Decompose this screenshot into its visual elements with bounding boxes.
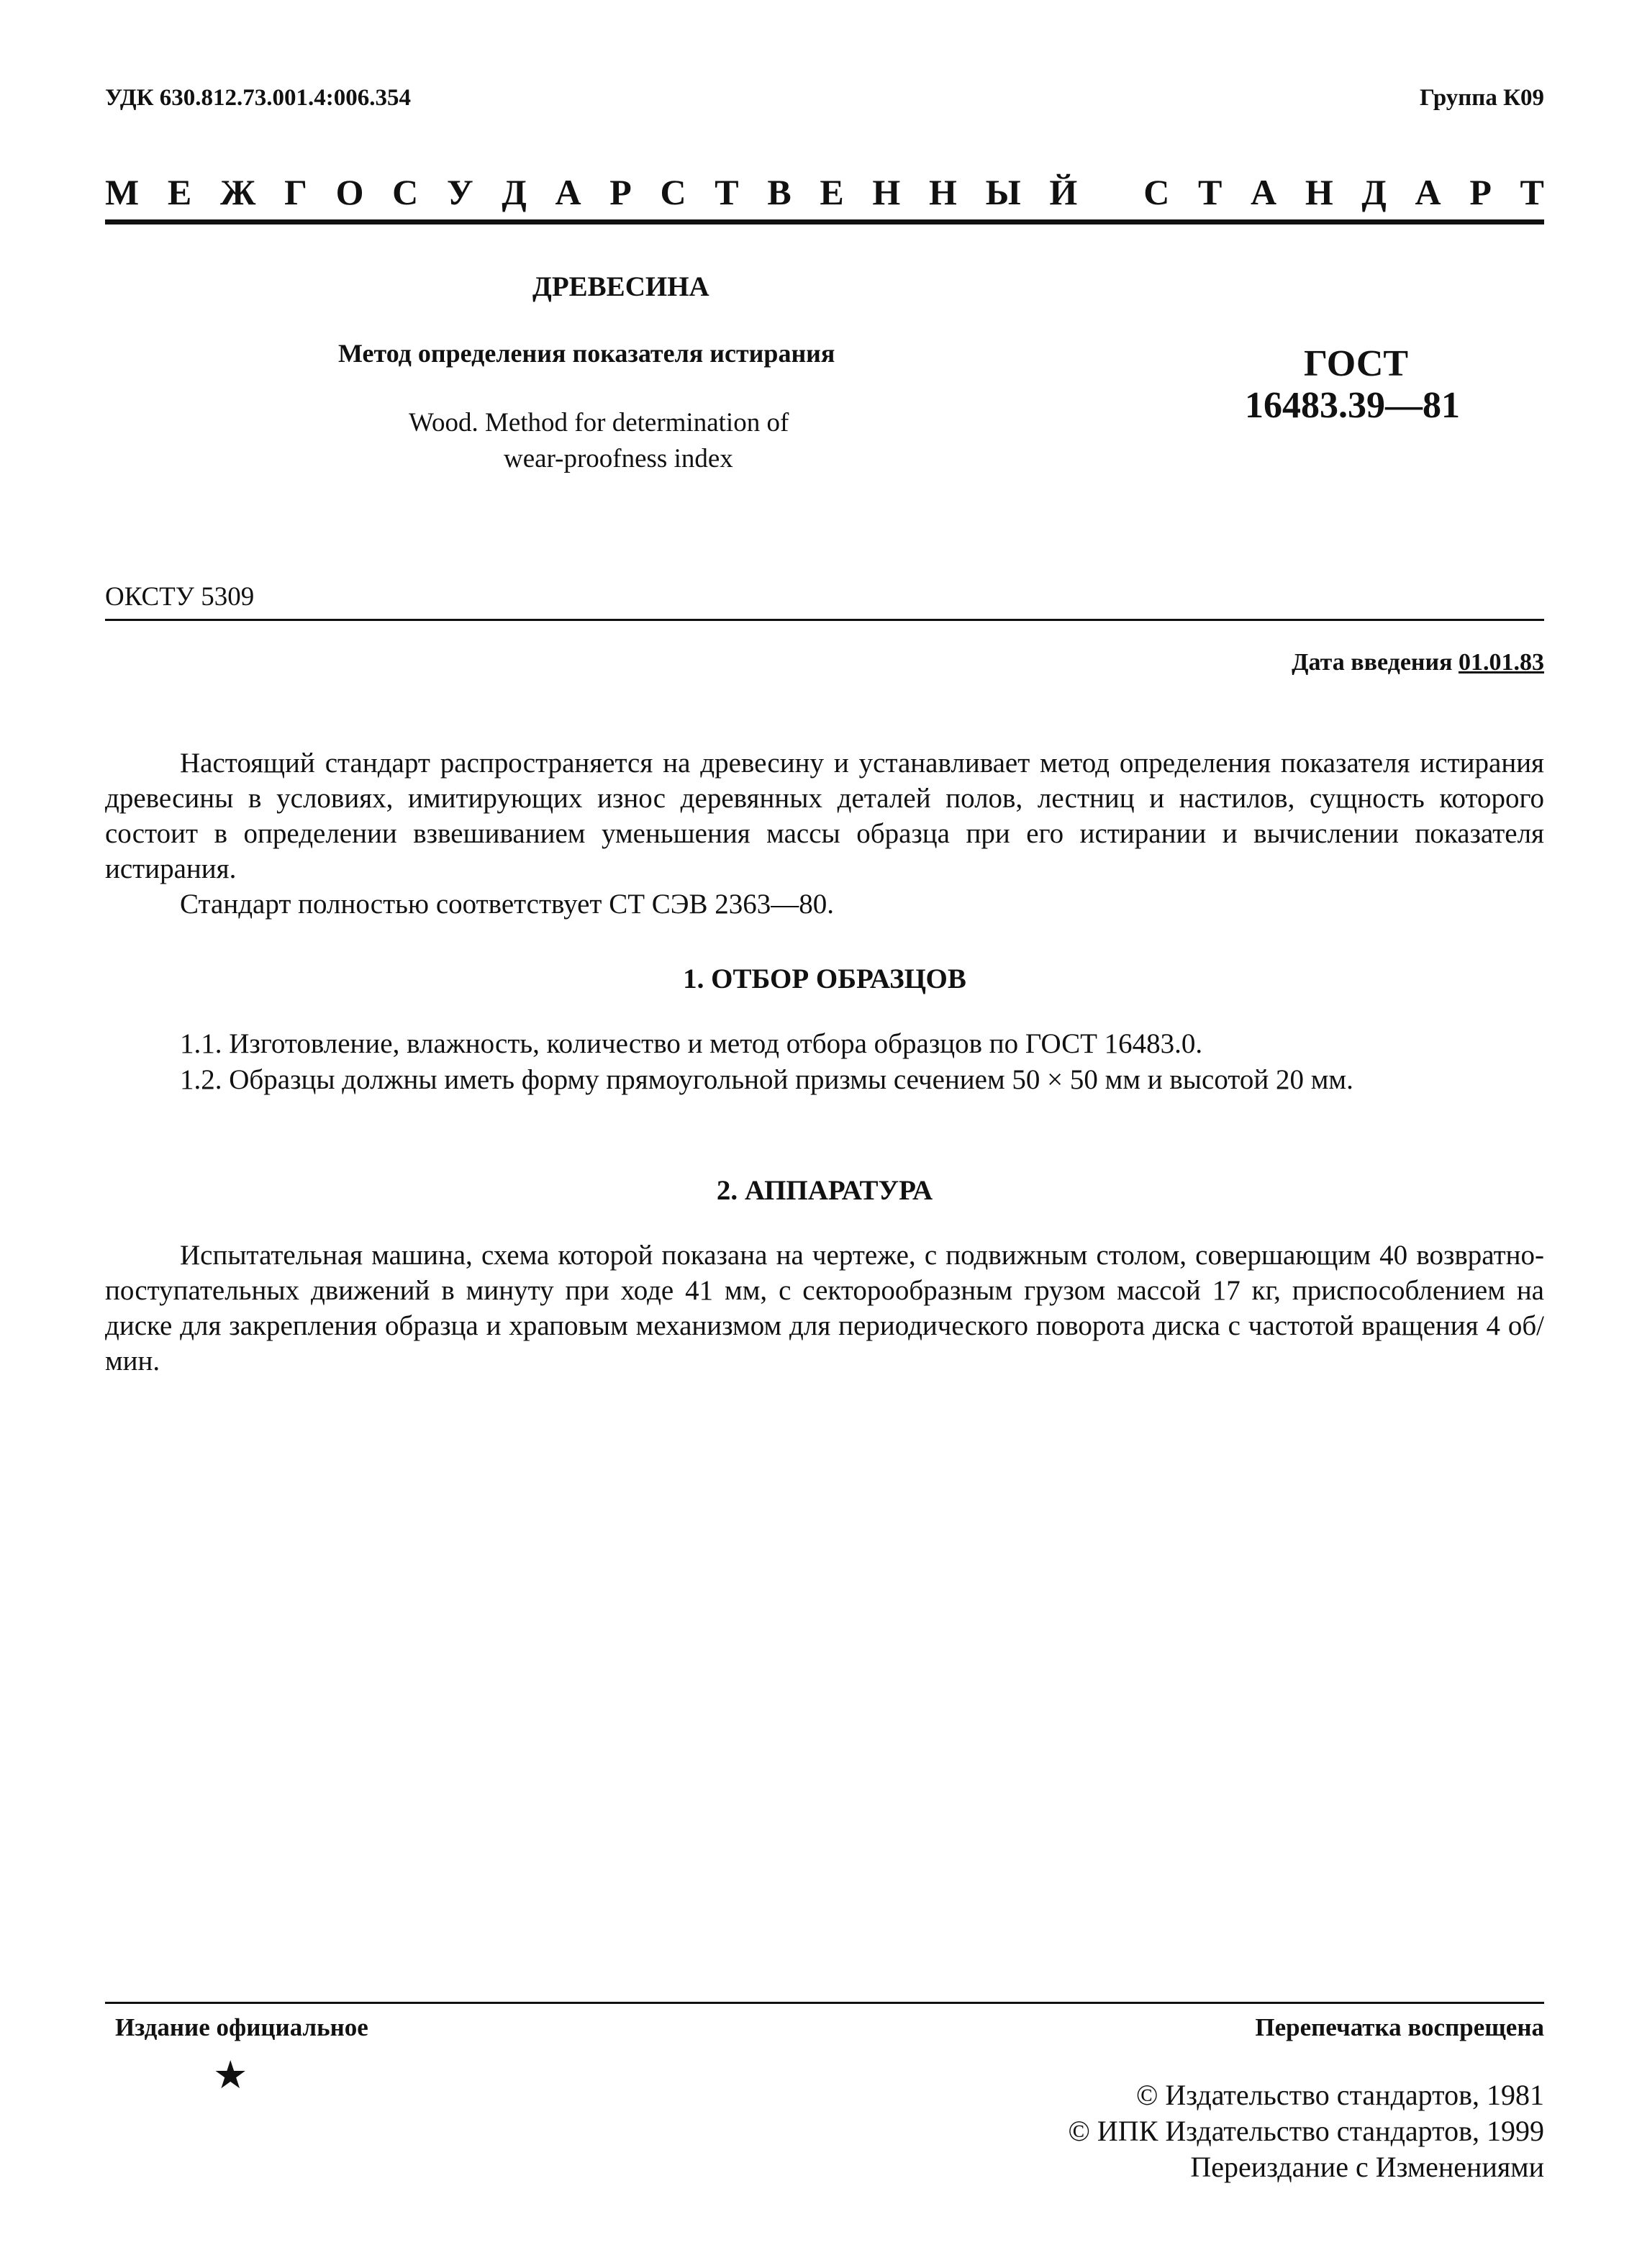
banner-gap [1106, 171, 1115, 213]
banner-letter: О [335, 172, 364, 212]
introduction-date [1292, 649, 1544, 676]
banner-letter: С [1143, 172, 1170, 212]
banner-letter: Е [167, 172, 192, 212]
introduction-date-label: Дата введения [1292, 649, 1453, 676]
banner-letter: Н [1305, 172, 1333, 212]
banner-letter: Д [1361, 172, 1387, 212]
banner-letter: В [767, 172, 791, 212]
banner-letter: С [392, 172, 419, 212]
banner-letter: У [446, 172, 473, 212]
document-title: ДРЕВЕСИНА [532, 271, 709, 302]
banner-letter: Д [502, 172, 527, 212]
star-icon: ★ [213, 2054, 248, 2097]
copyright-line-1: © Издательство стандартов, 1981 [1135, 2079, 1544, 2111]
compliance-paragraph: Стандарт полностью соответствует СТ СЭВ 2363—80. [180, 889, 835, 920]
footer-rule [105, 2002, 1544, 2004]
banner-letter: А [1251, 172, 1277, 212]
section-heading-sampling: 1. ОТБОР ОБРАЗЦОВ [683, 963, 966, 994]
okstu-code: ОКСТУ 5309 [105, 582, 255, 612]
banner-letter: Е [820, 172, 844, 212]
group-code: Группа К09 [1419, 85, 1544, 111]
banner-letter: Н [929, 172, 957, 212]
banner-letter: Й [1049, 172, 1078, 212]
introduction-date-value: 01.01.83 [1459, 649, 1544, 676]
reprint-prohibited-label: Перепечатка воспрещена [1255, 2013, 1544, 2041]
banner-letter: Ж [219, 172, 256, 212]
section-heading-apparatus: 2. АППАРАТУРА [716, 1175, 933, 1206]
header-rule [105, 219, 1544, 224]
copyright-line-2: © ИПК Издательство стандартов, 1999 [1068, 2115, 1544, 2147]
banner-letter: Т [715, 172, 739, 212]
banner-letter: Т [1197, 172, 1223, 212]
banner-letter: Ы [985, 172, 1021, 212]
document-subtitle: Метод определения показателя истирания [338, 339, 835, 368]
banner-letter: С [660, 172, 686, 212]
gost-number: 16483.39—81 [1245, 385, 1460, 426]
banner-letter: А [555, 172, 581, 212]
english-title-line-1: Wood. Method for determination of [409, 408, 789, 437]
banner-letter: Р [609, 172, 632, 212]
official-edition-label: Издание официальное [115, 2013, 368, 2041]
english-title-line-2: wear-proofness index [504, 444, 733, 473]
banner-letter: Г [284, 172, 307, 212]
reissue-note: Переиздание с Изменениями [1190, 2151, 1544, 2183]
gost-label: ГОСТ [1304, 343, 1409, 384]
banner-letter: Н [872, 172, 901, 212]
udk-code: УДК 630.812.73.001.4:006.354 [105, 85, 412, 111]
banner-letter: Р [1469, 172, 1492, 212]
standard-type-banner [105, 171, 1544, 213]
section-rule [105, 619, 1544, 621]
apparatus-paragraph: Испытательная машина, схема которой показана на чертеже, с подвижным столом, совершающим 40 возвратно-поступательных движений в минуту при ходе 41 мм, с секторообразным грузом массой 17 кг, приспособлением на диске для закрепления образца и храповым механизмом для периодического поворота диска с частотой вращения 4 об/мин. [105, 1240, 1544, 1376]
banner-letter: М [105, 172, 140, 212]
clause-1-1: 1.1. Изготовление, влажность, количество и метод отбора образцов по ГОСТ 16483.0. [180, 1028, 1203, 1059]
banner-letter: Т [1520, 172, 1544, 212]
intro-paragraph: Настоящий стандарт распространяется на древесину и устанавливает метод определения показателя истирания древесины в условиях, имитирующих износ деревянных деталей полов, лестниц и настилов, сущность которого состоит в определении взвешиванием уменьшения массы образца при его истирании и вычислении показателя истирания. [105, 748, 1544, 884]
banner-letter: А [1415, 172, 1441, 212]
clause-1-2: 1.2. Образцы должны иметь форму прямоугольной призмы сечением 50 × 50 мм и высотой 20 мм. [180, 1064, 1353, 1095]
